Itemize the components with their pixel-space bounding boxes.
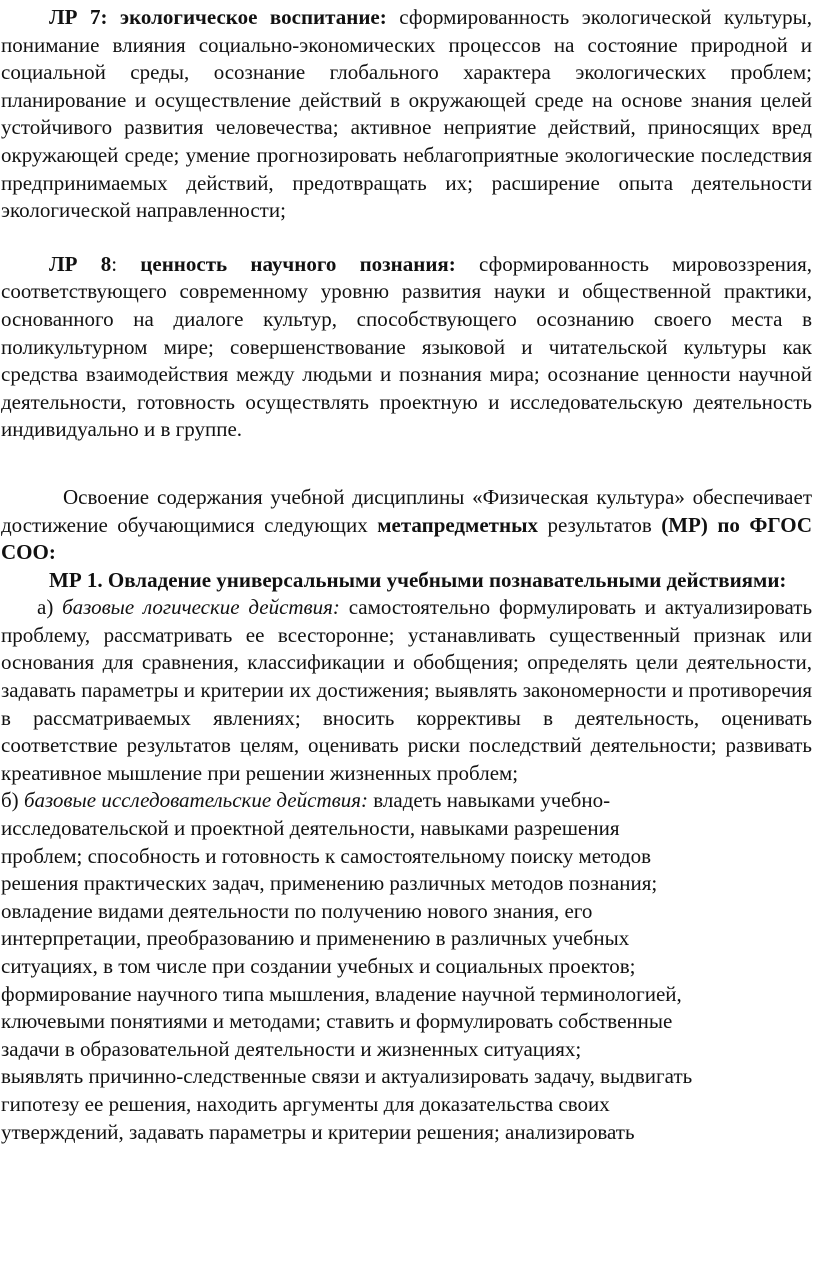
- item-b-line: утверждений, задавать параметры и критерии решения; анализировать: [1, 1119, 635, 1144]
- item-b-line: решения практических задач, применению различных методов познания;: [1, 871, 658, 896]
- item-a-italic: базовые логические действия:: [62, 595, 340, 620]
- lr8-text: сформированность мировоззрения, соответствующего современному уровню развития науки и общественной практики, основанного на диалоге культур, способствующего осознанию своего места в поликультурном мире; совершенствование языковой и читательской культуры как средства взаимодействия между людьми и познания мира; осознание ценности научной деятельности, готовность осуществлять проектную и исследовательскую деятельность индивидуально и в группе.: [1, 251, 813, 442]
- item-b-line: овладение видами деятельности по получению нового знания, его: [1, 898, 593, 923]
- item-b-line: ключевыми понятиями и методами; ставить и формулировать собственные: [1, 1009, 673, 1034]
- item-b-line: исследовательской и проектной деятельности, навыками разрешения: [1, 816, 620, 841]
- item-b-line: гипотезу ее решения, находить аргументы для доказательства своих: [1, 1091, 610, 1116]
- lr8-label: ЛР 8: [49, 251, 112, 276]
- item-a-marker: а): [37, 595, 54, 620]
- item-b-line: ситуациях, в том числе при создании учебных и социальных проектов;: [1, 954, 636, 978]
- lr8-paragraph: [1, 251, 812, 444]
- item-b-line: интерпретации, преобразованию и применению в различных учебных: [1, 926, 630, 951]
- item-b-line: выявлять причинно-следственные связи и актуализировать задачу, выдвигать: [1, 1064, 693, 1089]
- item-b-line: проблем; способность и готовность к самостоятельному поиску методов: [1, 843, 651, 868]
- lr8-title: ценность научного познания:: [140, 251, 456, 276]
- lr8-colon: :: [111, 251, 118, 276]
- intro-bold-end: (МР) по ФГОС СОО:: [1, 512, 813, 565]
- mp1-heading-text: МР 1. Овладение универсальными учебными познавательными действиями:: [49, 567, 787, 592]
- item-b-line: формирование научного типа мышления, владение научной терминологией,: [1, 981, 682, 1006]
- item-b-line-text: владеть навыками учебно-: [373, 788, 611, 813]
- mp1-heading: [1, 567, 812, 595]
- intro-text-mid: результатов: [547, 512, 652, 537]
- intro-paragraph: [1, 484, 812, 567]
- lr7-label: ЛР 7:: [49, 5, 108, 29]
- item-b-line: [1, 787, 812, 815]
- intro-text-start: Освоение содержания учебной дисциплины «Физическая культура» обеспечивает достижение обучающимися следующих: [1, 484, 812, 537]
- lr7-title: экологическое воспитание:: [120, 5, 387, 29]
- lr7-text: сформированность экологической культуры, понимание влияния социально-экономических процессов на состояние природной и социальной среды, осознание глобального характера экологических проблем; планирование и осуществление действий в окружающей среде на основе знания целей устойчивого развития человечества; активное неприятие действий, приносящих вред окружающей среде; умение прогнозировать неблагоприятные экологические последствия предпринимаемых действий, предотвращать их; расширение опыта деятельности экологической направленности;: [1, 5, 813, 223]
- item-a-text: самостоятельно формулировать и актуализировать проблему, рассматривать ее всесторонне; устанавливать существенный признак или основания для сравнения, классификации и обобщения; определять цели деятельности, задавать параметры и критерии их достижения; выявлять закономерности и противоречия в рассматриваемых явлениях; вносить коррективы в деятельность, оценивать соответствие результатов целям, оценивать риски последствий деятельности; развивать креативное мышление при решении жизненных проблем;: [1, 595, 813, 785]
- item-b-block: [1, 787, 812, 1146]
- lr7-paragraph: [1, 4, 812, 225]
- item-a-paragraph: [1, 594, 812, 787]
- intro-bold-word: метапредметных: [377, 512, 538, 537]
- item-b-line: задачи в образовательной деятельности и жизненных ситуациях;: [1, 1036, 582, 1061]
- item-b-marker: б): [1, 788, 19, 813]
- item-b-italic: базовые исследовательские действия:: [23, 788, 368, 813]
